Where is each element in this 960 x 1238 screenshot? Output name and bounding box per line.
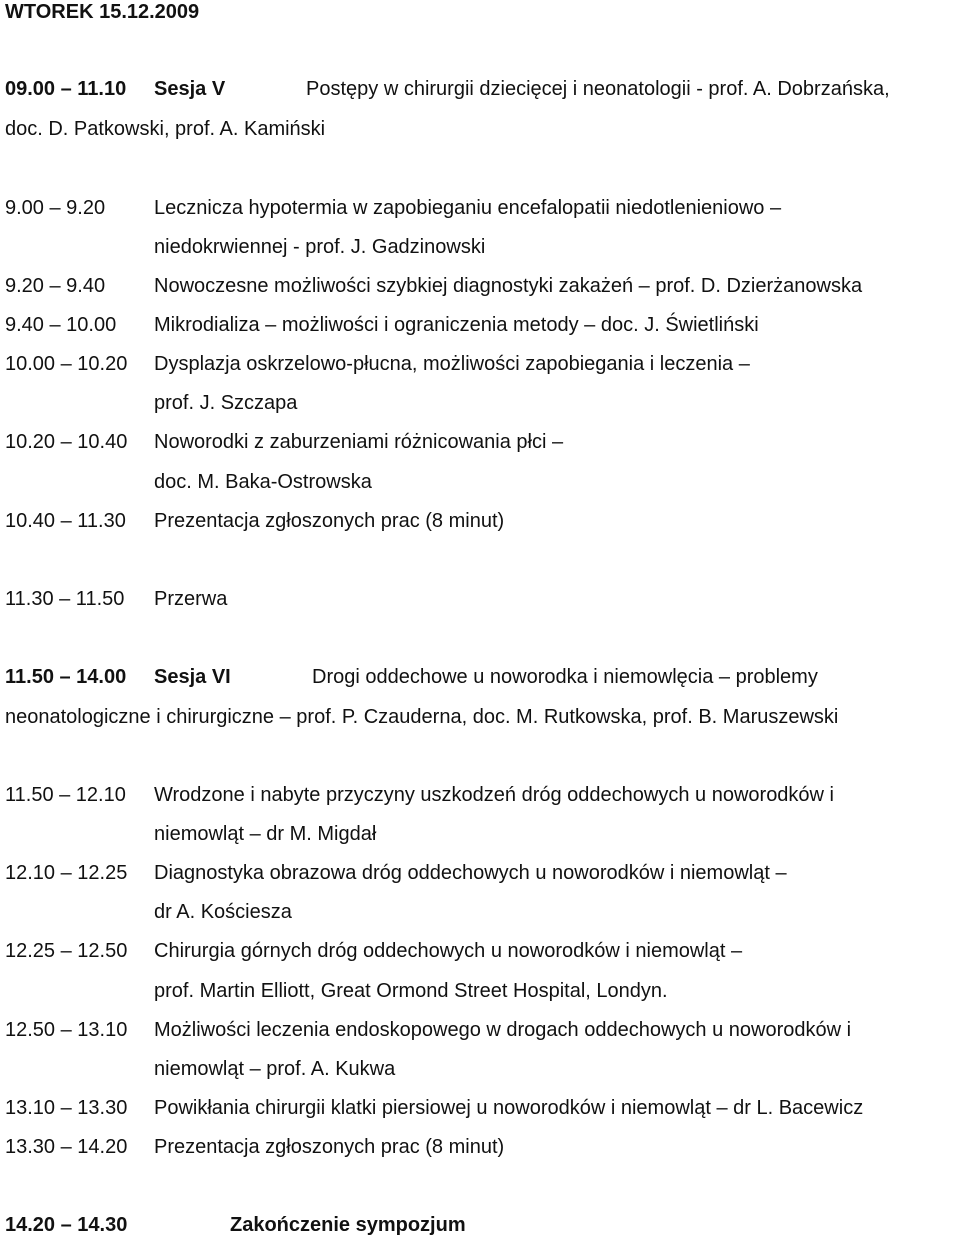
talk-title-cont: dr A. Kościesza [154,901,292,923]
session-5-chairs: doc. D. Patkowski, prof. A. Kamiński [5,118,326,140]
talk-title-cont: niemowląt – prof. A. Kukwa [154,1058,396,1080]
talk-time: 10.20 – 10.40 [5,431,128,453]
talk-title: Diagnostyka obrazowa dróg oddechowych u noworodków i niemowląt – [154,862,787,884]
talk-title: Chirurgia górnych dróg oddechowych u noworodków i niemowląt – [154,940,743,962]
talk-title: Możliwości leczenia endoskopowego w drogach oddechowych u noworodków i [154,1019,852,1041]
talk-title: Dysplazja oskrzelowo-płucna, możliwości zapobiegania i leczenia – [154,353,750,375]
session-6-label: Sesja VI [154,666,231,688]
talk-title-cont: prof. J. Szczapa [154,392,298,414]
break-time: 11.30 – 11.50 [5,588,125,610]
session-5-time: 09.00 – 11.10 [5,78,127,100]
talk-time: 12.10 – 12.25 [5,862,128,884]
talk-title: Powikłania chirurgii klatki piersiowej u noworodków i niemowląt – dr L. Bacewicz [154,1097,864,1119]
talk-title: Mikrodializa – możliwości i ograniczenia metody – doc. J. Świetliński [154,314,759,336]
session-6-time: 11.50 – 14.00 [5,666,127,688]
talk-time: 10.40 – 11.30 [5,510,126,532]
break-label: Przerwa [154,588,228,610]
talk-title: Prezentacja zgłoszonych prac (8 minut) [154,510,505,532]
talk-time: 9.00 – 9.20 [5,197,106,219]
talk-title: Prezentacja zgłoszonych prac (8 minut) [154,1136,505,1158]
talk-title-cont: niedokrwiennej - prof. J. Gadzinowski [154,236,486,258]
talk-title: Noworodki z zaburzeniami różnicowania płci – [154,431,564,453]
talk-time: 9.20 – 9.40 [5,275,106,297]
talk-title: Wrodzone i nabyte przyczyny uszkodzeń dróg oddechowych u noworodków i [154,784,834,806]
closing-label: Zakończenie sympozjum [230,1214,466,1236]
talk-time: 9.40 – 10.00 [5,314,117,336]
closing-time: 14.20 – 14.30 [5,1214,128,1236]
talk-title-cont: prof. Martin Elliott, Great Ormond Street Hospital, Londyn. [154,980,668,1002]
talk-time: 12.25 – 12.50 [5,940,128,962]
talk-title-cont: doc. M. Baka-Ostrowska [154,471,372,493]
session-5-title: Postępy w chirurgii dziecięcej i neonatologii - prof. A. Dobrzańska, [306,78,890,100]
talk-title: Lecznicza hypotermia w zapobieganiu encefalopatii niedotlenieniowo – [154,197,782,219]
talk-time: 10.00 – 10.20 [5,353,128,375]
session-6-chairs: neonatologiczne i chirurgiczne – prof. P. Czauderna, doc. M. Rutkowska, prof. B. Maruszewski [5,706,839,728]
session-6-title: Drogi oddechowe u noworodka i niemowlęcia – problemy [312,666,818,688]
session-5-label: Sesja V [154,78,226,100]
talk-time: 11.50 – 12.10 [5,784,126,806]
talk-time: 12.50 – 13.10 [5,1019,128,1041]
day-title: WTOREK 15.12.2009 [5,1,200,23]
talk-title-cont: niemowląt – dr M. Migdał [154,823,377,845]
talk-time: 13.30 – 14.20 [5,1136,128,1158]
talk-title: Nowoczesne możliwości szybkiej diagnostyki zakażeń – prof. D. Dzierżanowska [154,275,863,297]
talk-time: 13.10 – 13.30 [5,1097,128,1119]
